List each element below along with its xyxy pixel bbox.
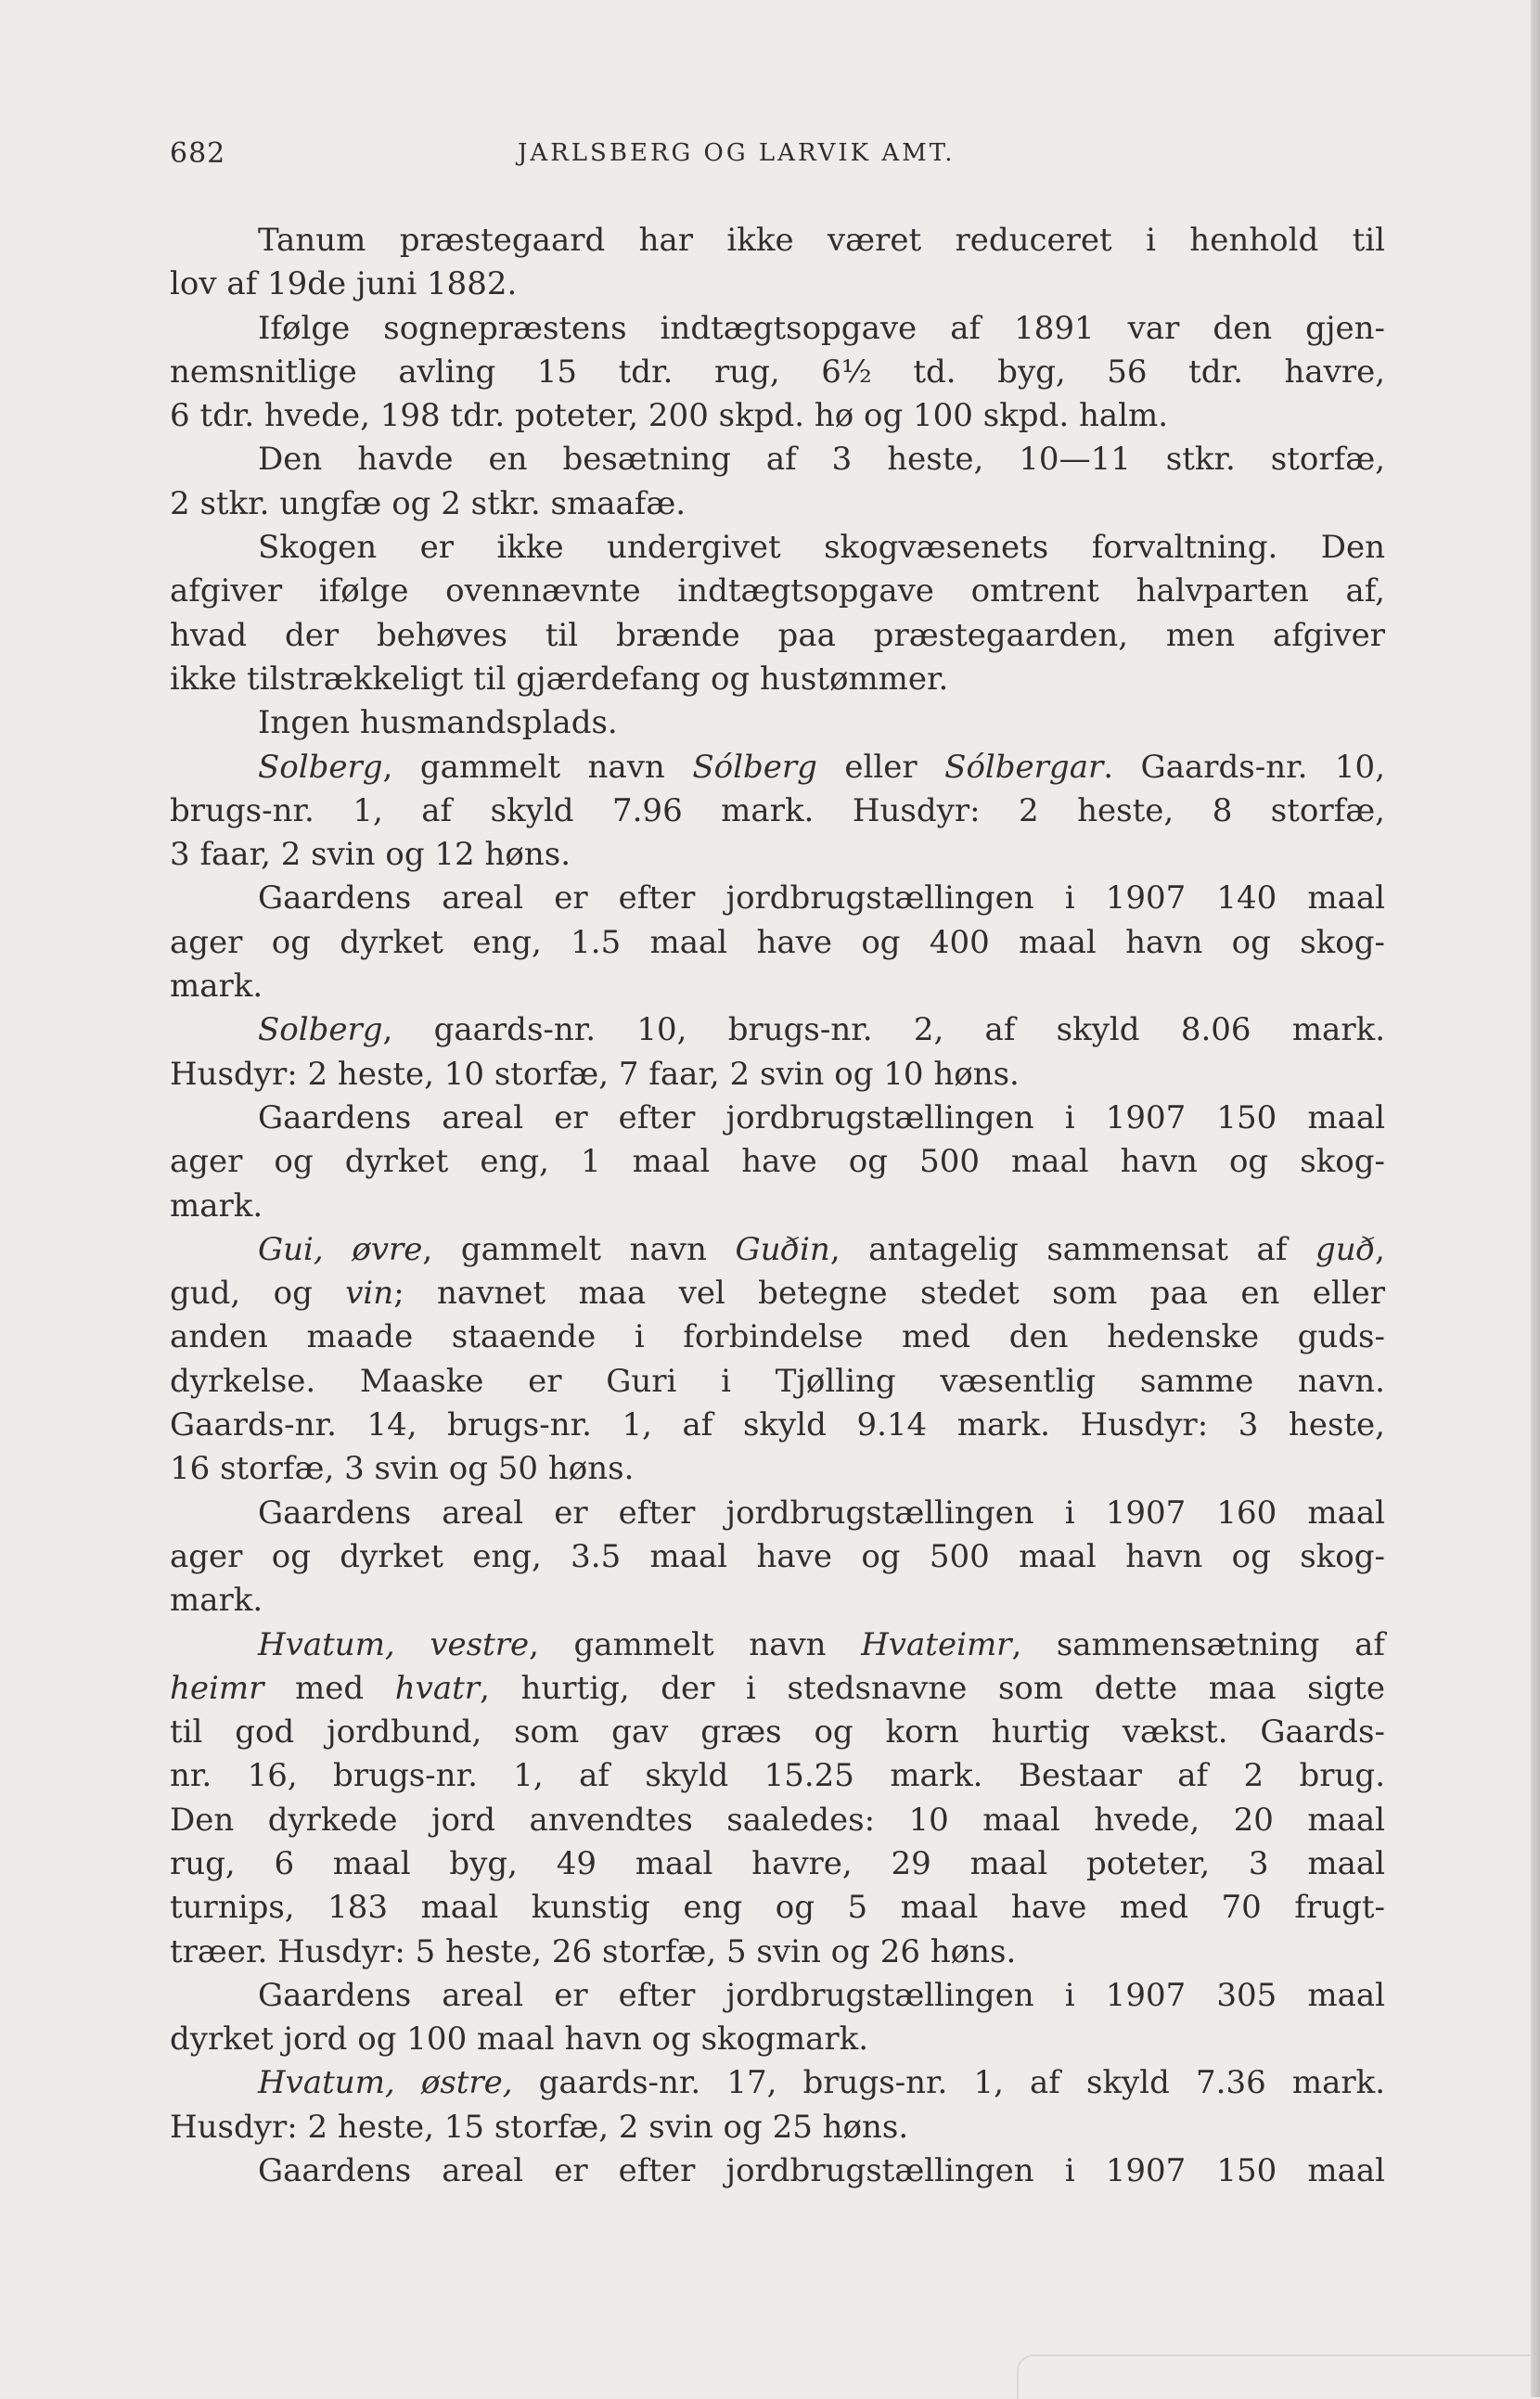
text-line (170, 746, 1385, 789)
scan-frame-corner (1017, 2354, 1533, 2399)
page-edge-shadow (1531, 0, 1540, 2397)
text-segment: træer. Husdyr: 5 heste, 26 storfæ, 5 svin og 26 høns. (170, 1932, 1017, 1970)
text-line (170, 1185, 1385, 1228)
text-line (170, 263, 1385, 306)
text-line (170, 1492, 1385, 1535)
italic-name: Gui, øvre (258, 1230, 423, 1268)
text-line (170, 570, 1385, 613)
italic-name: Hvatum, østre, (258, 2064, 513, 2102)
text-segment: mark. (170, 1582, 263, 1620)
text-line (170, 614, 1385, 658)
text-line (170, 482, 1385, 526)
text-line (170, 219, 1385, 263)
text-segment: , hurtig, der i stedsnavne som dette maa sigte (480, 1669, 1385, 1707)
text-segment: Den havde en besætning af 3 heste, 10—11 stkr. storfæ, (258, 441, 1385, 479)
text-segment: Ifølge sognepræstens indtægtsopgave af 1891 var den gjen- (258, 309, 1385, 347)
text-line (170, 789, 1385, 833)
text-line (170, 1272, 1385, 1315)
text-segment: Husdyr: 2 heste, 10 storfæ, 7 faar, 2 svin og 10 høns. (170, 1055, 1020, 1093)
text-segment: . Gaards-nr. 10, (1103, 748, 1385, 786)
italic-name: guð (1315, 1230, 1376, 1268)
text-segment: Ingen husmandsplads. (258, 704, 618, 742)
text-line (170, 1799, 1385, 1842)
text-segment: ; navnet maa vel betegne stedet som paa en eller (393, 1275, 1385, 1313)
text-segment: dyrkelse. Maaske er Guri i Tjølling væsentlig samme navn. (170, 1362, 1385, 1400)
text-segment: ager og dyrket eng, 1 maal have og 500 maal havn og skog- (170, 1143, 1385, 1181)
text-segment: , (1375, 1230, 1385, 1268)
italic-name: Guðin (735, 1230, 830, 1268)
italic-name: Solberg (258, 748, 383, 786)
text-segment: , sammensætning af (1011, 1625, 1385, 1663)
text-segment: ikke tilstrækkeligt til gjærdefang og hustømmer. (170, 660, 949, 698)
body-text (170, 219, 1385, 2193)
text-segment: 6 tdr. hvede, 198 tdr. poteter, 200 skpd. hø og 100 skpd. halm. (170, 397, 1169, 435)
italic-name: Sólbergar (944, 748, 1104, 786)
text-line (170, 1886, 1385, 1930)
text-line (170, 1579, 1385, 1623)
text-segment: , gaards-nr. 10, brugs-nr. 2, af skyld 8.06 mark. (382, 1011, 1385, 1049)
italic-name: Sólberg (692, 748, 817, 786)
text-segment: brugs-nr. 1, af skyld 7.96 mark. Husdyr: 2 heste, 8 storfæ, (170, 791, 1385, 829)
text-segment: anden maade staaende i forbindelse med den hedenske guds- (170, 1318, 1385, 1356)
text-line (170, 1711, 1385, 1754)
italic-name: Solberg (258, 1011, 383, 1049)
text-line (170, 833, 1385, 877)
text-line (170, 921, 1385, 965)
text-line (170, 2018, 1385, 2061)
text-line (170, 701, 1385, 745)
text-segment: Gaardens areal er efter jordbrugstællingen i 1907 150 maal (258, 1098, 1385, 1136)
text-line (170, 1754, 1385, 1798)
text-line (170, 307, 1385, 351)
italic-name: heimr (170, 1669, 264, 1707)
text-line (170, 1623, 1385, 1667)
text-segment: eller (816, 748, 945, 786)
text-line (170, 877, 1385, 920)
italic-name: vin (345, 1275, 394, 1313)
text-segment: mark. (170, 968, 263, 1006)
text-segment: turnips, 183 maal kunstig eng og 5 maal have med 70 frugt- (170, 1889, 1385, 1927)
text-segment: , gammelt navn (422, 1230, 736, 1268)
text-line (170, 658, 1385, 701)
text-segment: Husdyr: 2 heste, 15 storfæ, 2 svin og 25 høns. (170, 2108, 909, 2146)
text-line (170, 438, 1385, 481)
text-line (170, 965, 1385, 1008)
text-line (170, 1404, 1385, 1447)
running-title: JARLSBERG OG LARVIK AMT. (518, 139, 956, 167)
text-segment: lov af 19de juni 1882. (170, 265, 518, 303)
text-segment: Tanum præstegaard har ikke været reduceret i henhold til (258, 222, 1385, 259)
text-segment: Gaardens areal er efter jordbrugstællingen i 1907 150 maal (258, 2152, 1385, 2190)
text-line (170, 1535, 1385, 1579)
text-segment: dyrket jord og 100 maal havn og skogmark. (170, 2021, 869, 2059)
text-segment: hvad der behøves til brænde paa præstegaarden, men afgiver (170, 616, 1385, 654)
text-segment: afgiver ifølge ovennævnte indtægtsopgave omtrent halvparten af, (170, 572, 1385, 610)
text-line (170, 1140, 1385, 1184)
text-segment: ager og dyrket eng, 1.5 maal have og 400 maal havn og skog- (170, 923, 1385, 961)
text-segment: 16 storfæ, 3 svin og 50 høns. (170, 1450, 635, 1488)
text-line (170, 1008, 1385, 1052)
text-segment: 3 faar, 2 svin og 12 høns. (170, 836, 571, 874)
italic-name: hvatr (394, 1669, 481, 1707)
text-segment: , gammelt navn (382, 748, 693, 786)
text-line (170, 351, 1385, 394)
page-header (170, 130, 1376, 182)
text-line (170, 1097, 1385, 1140)
text-segment: til god jordbund, som gav græs og korn hurtig vækst. Gaards- (170, 1713, 1385, 1751)
text-segment: Gaardens areal er efter jordbrugstællingen i 1907 160 maal (258, 1494, 1385, 1532)
italic-name: Hvatum, vestre (258, 1625, 530, 1663)
text-segment: gaards-nr. 17, brugs-nr. 1, af skyld 7.36 mark. (512, 2064, 1386, 2102)
text-segment: nr. 16, brugs-nr. 1, af skyld 15.25 mark. Bestaar af 2 brug. (170, 1757, 1385, 1795)
text-segment: ager og dyrket eng, 3.5 maal have og 500 maal havn og skog- (170, 1537, 1385, 1575)
text-segment: , antagelig sammensat af (829, 1230, 1316, 1268)
text-line (170, 2149, 1385, 2193)
text-segment: Gaards-nr. 14, brugs-nr. 1, af skyld 9.14 mark. Husdyr: 3 heste, (170, 1406, 1385, 1444)
text-line (170, 2106, 1385, 2149)
text-segment: med (263, 1669, 395, 1707)
text-segment: , gammelt navn (529, 1625, 862, 1663)
text-segment: mark. (170, 1187, 263, 1225)
page-number: 682 (170, 137, 226, 170)
text-line (170, 1228, 1385, 1272)
text-line (170, 394, 1385, 438)
text-line (170, 1360, 1385, 1404)
text-line (170, 1315, 1385, 1359)
text-line (170, 1974, 1385, 2018)
text-line (170, 2061, 1385, 2105)
text-line (170, 1842, 1385, 1886)
text-segment: nemsnitlige avling 15 tdr. rug, 6½ td. byg, 56 tdr. havre, (170, 353, 1385, 391)
text-line (170, 1447, 1385, 1491)
text-segment: Gaardens areal er efter jordbrugstællingen i 1907 305 maal (258, 1976, 1385, 2014)
text-segment: Gaardens areal er efter jordbrugstællingen i 1907 140 maal (258, 879, 1385, 917)
italic-name: Hvateimr (861, 1625, 1012, 1663)
text-line (170, 1931, 1385, 1974)
text-segment: Den dyrkede jord anvendtes saaledes: 10 maal hvede, 20 maal (170, 1801, 1385, 1839)
text-line (170, 526, 1385, 570)
text-segment: rug, 6 maal byg, 49 maal havre, 29 maal poteter, 3 maal (170, 1844, 1385, 1882)
text-line (170, 1053, 1385, 1097)
text-segment: gud, og (170, 1275, 346, 1313)
text-segment: Skogen er ikke undergivet skogvæsenets forvaltning. Den (258, 529, 1385, 567)
text-segment: 2 stkr. ungfæ og 2 stkr. smaafæ. (170, 484, 687, 522)
text-line (170, 1667, 1385, 1711)
